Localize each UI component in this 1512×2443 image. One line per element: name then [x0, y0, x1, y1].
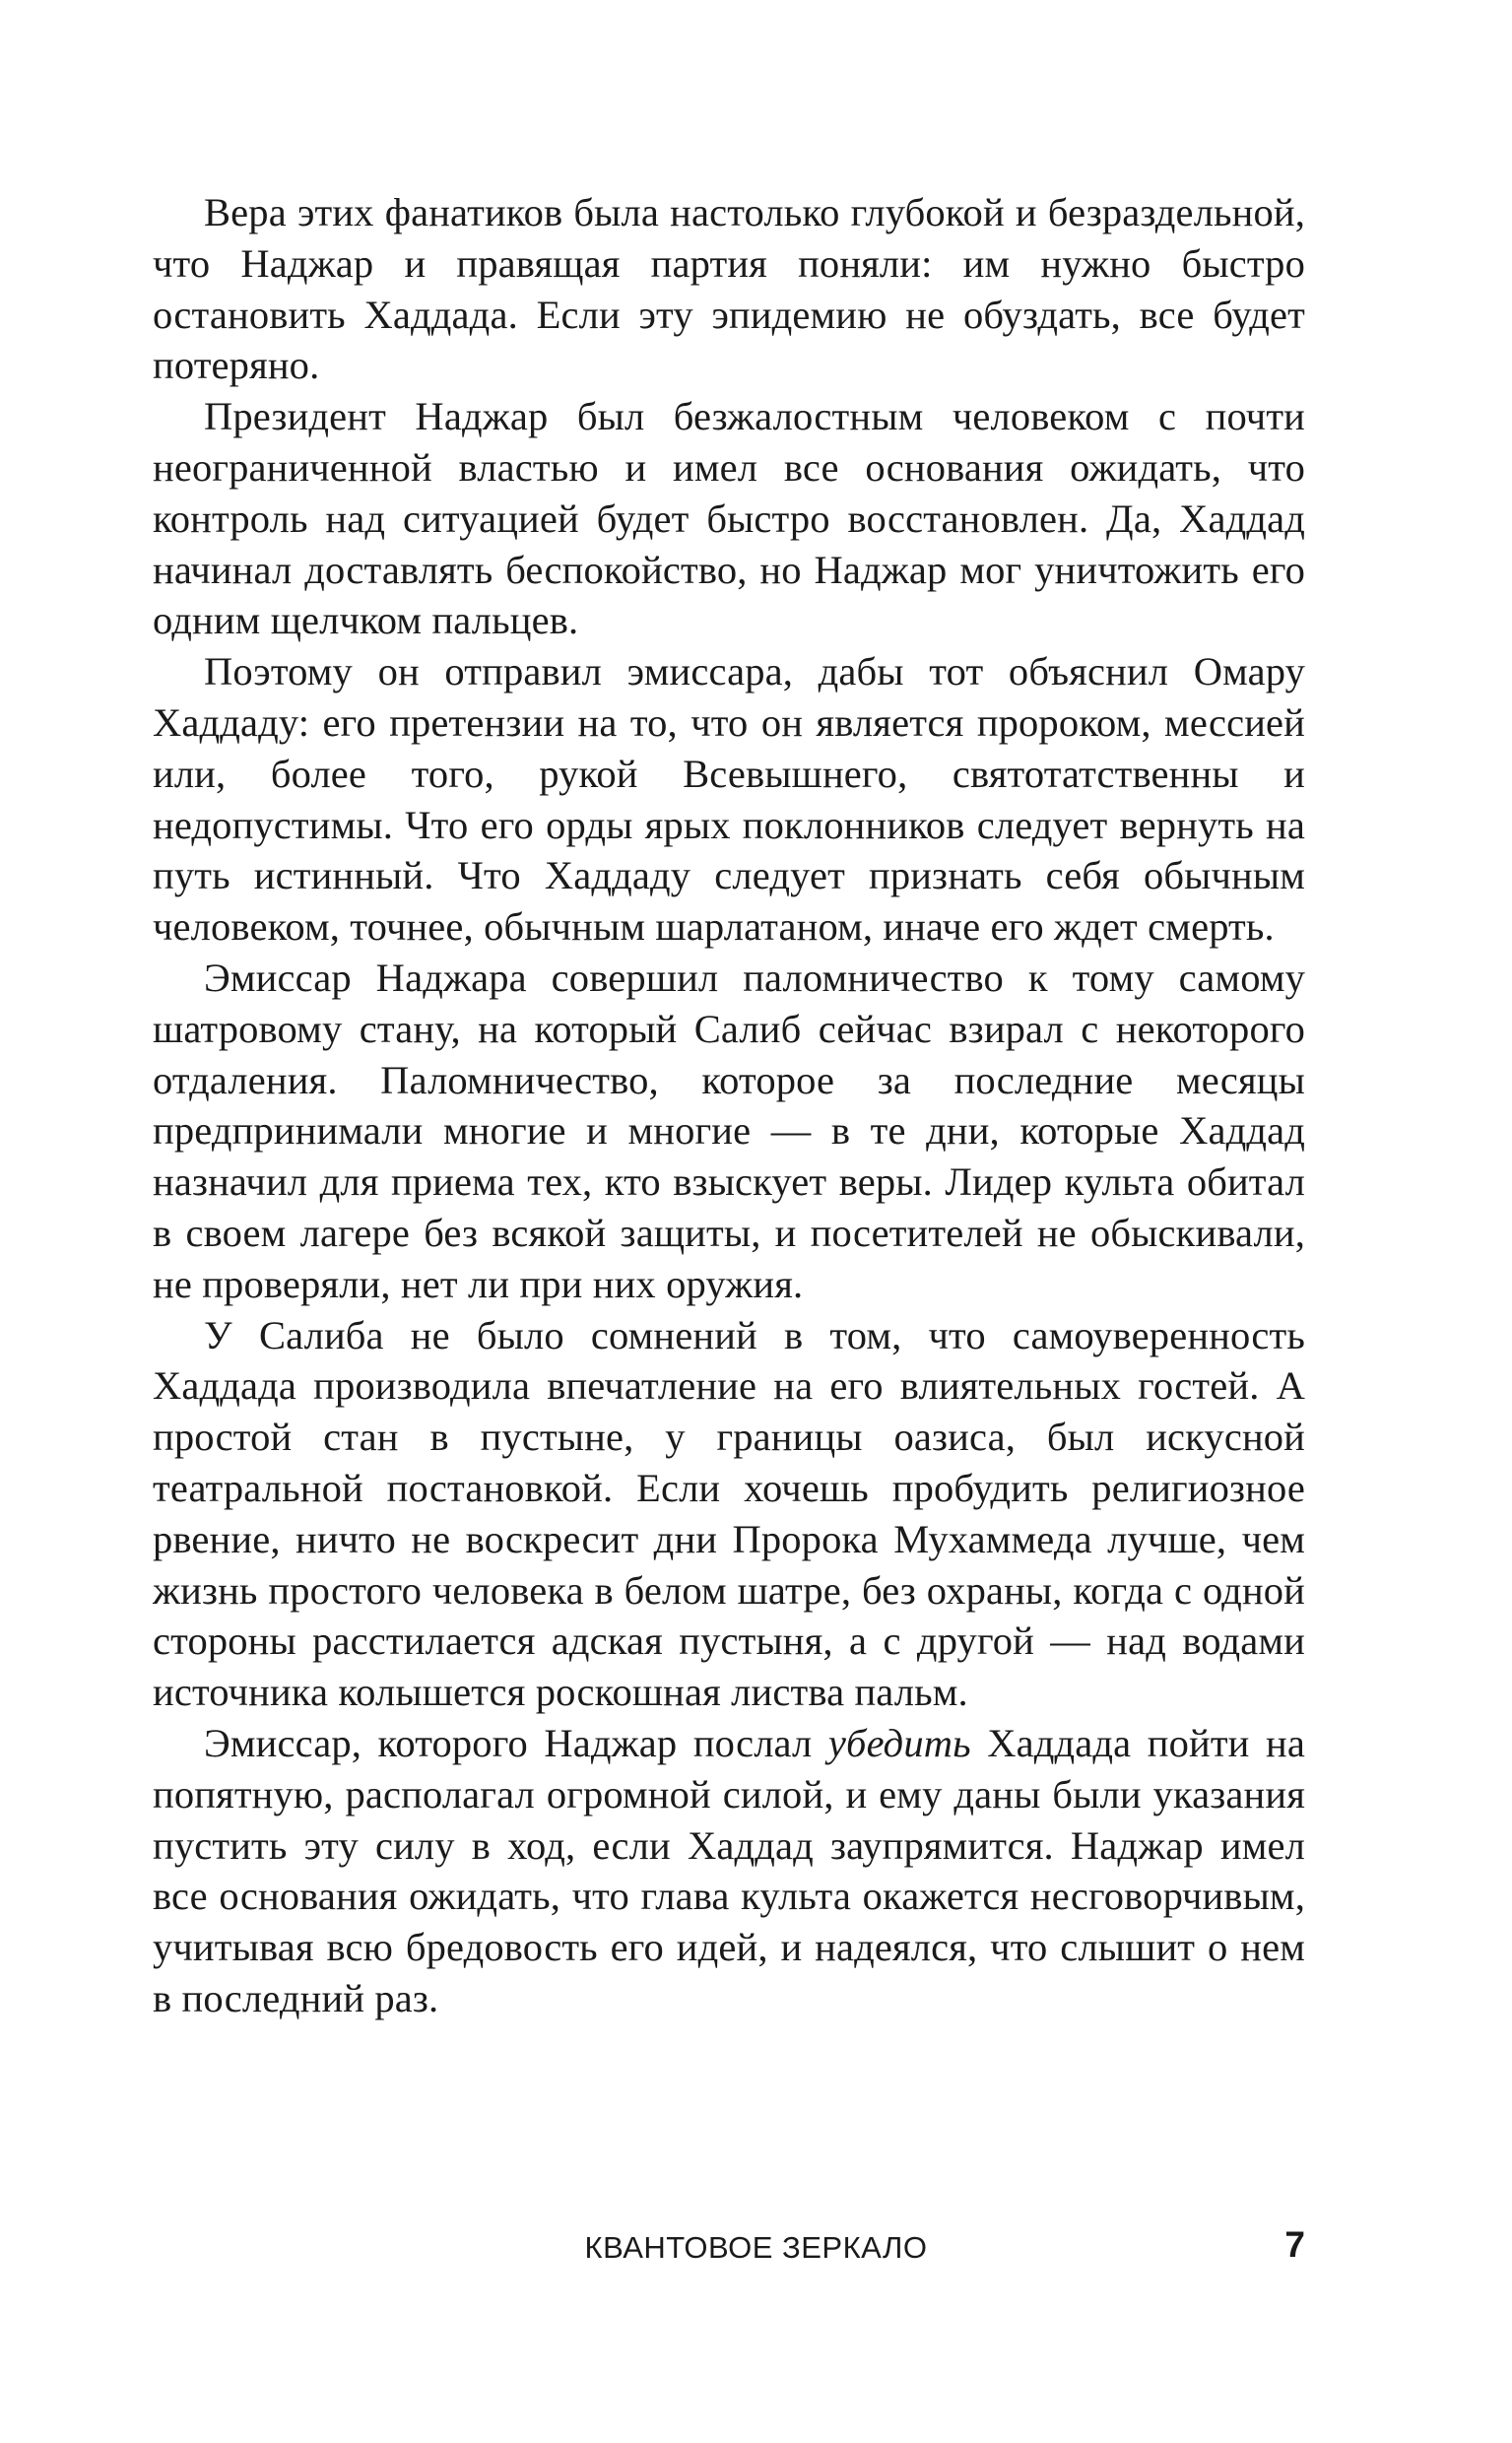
paragraph: У Салиба не было сомнений в том, что самоуверенность Хаддада производила впечатление на его влиятельных гостей. А простой стан в пустыне, у границы оазиса, был искусной театральной постановкой. Если хочешь пробудить религиозное рвение, ничто не воскресит дни Пророка Мухаммеда лучше, чем жизнь простого человека в белом шатре, без охраны, когда с одной стороны расстилается адская пустыня, а с другой — над водами источника колышется роскошная листва пальм.: [153, 1312, 1305, 1715]
page-number: 7: [1284, 2224, 1305, 2265]
running-title: КВАНТОВОЕ ЗЕРКАЛО: [584, 2230, 928, 2265]
body-text: [153, 187, 1305, 2024]
paragraph: Поэтому он отправил эмиссара, дабы тот объяснил Омару Хаддаду: его претензии на то, что он является пророком, мессией или, более того, рукой Всевышнего, святотатственны и недопустимы. Что его орды ярых поклонников следует вернуть на путь истинный. Что Хаддаду следует признать себя обычным человеком, точнее, обычным шарлатаном, иначе его ждет смерть.: [153, 649, 1305, 950]
paragraph: [153, 1718, 1305, 2024]
paragraph: Эмиссар Наджара совершил паломничество к тому самому шатровому стану, на который Салиб сейчас взирал с некоторого отдаления. Паломничество, которое за последние месяцы предпринимали многие и многие — в те дни, которые Хаддад назначил для приема тех, кто взыскует веры. Лидер культа обитал в своем лагере без всякой защиты, и посетителей не обыскивали, не проверяли, нет ли при них оружия.: [153, 955, 1305, 1306]
paragraph-text: Эмиссар, которого Наджар послал: [204, 1720, 828, 1765]
paragraph: Вера этих фанатиков была настолько глубокой и безраздельной, что Наджар и правящая партия поняли: им нужно быстро остановить Хаддада. Если эту эпидемию не обуздать, все будет потеряно.: [153, 190, 1305, 388]
paragraph: Президент Наджар был безжалостным человеком с почти неограниченной властью и имел все основания ожидать, что контроль над ситуацией будет быстро восстановлен. Да, Хаддад начинал доставлять беспокойство, но Наджар мог уничтожить его одним щелчком пальцев.: [153, 394, 1305, 643]
emphasized-word: убедить: [827, 1720, 971, 1765]
paragraph-text: Хаддада пойти на попятную, располагал огромной силой, и ему даны были указания пустить эту силу в ход, если Хаддад заупрямится. Наджар имел все основания ожидать, что глава культа окажется несговорчивым, учитывая всю бредовость его идей, и надеялся, что слышит о нем в последний раз.: [153, 1720, 1305, 2020]
